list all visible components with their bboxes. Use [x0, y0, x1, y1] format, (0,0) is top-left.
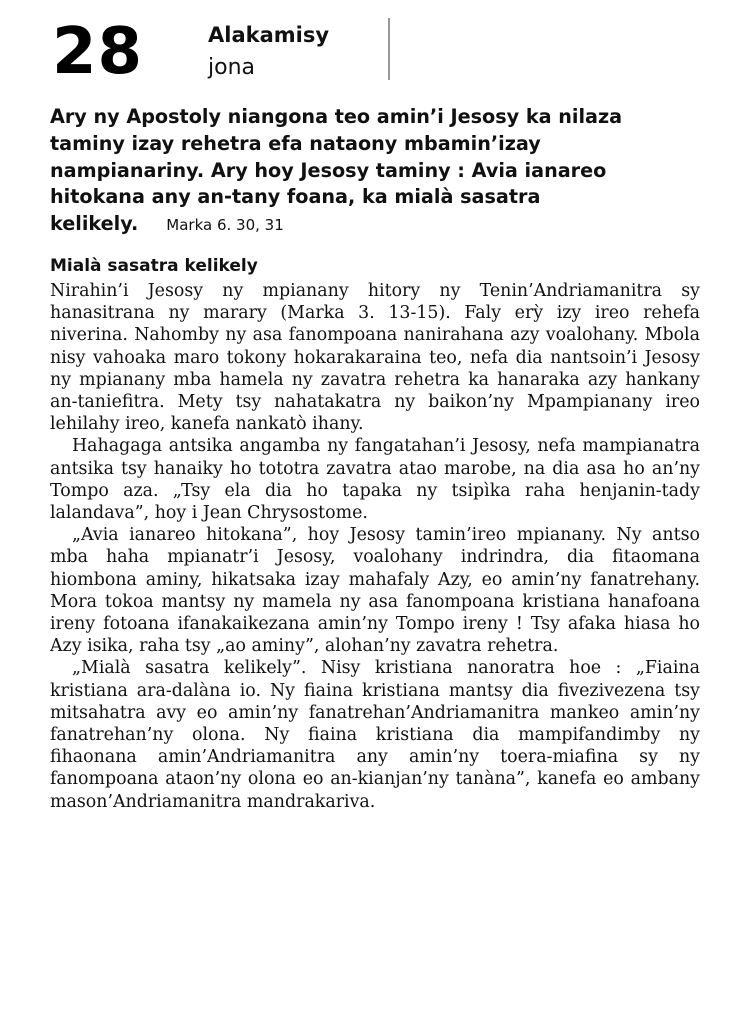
paragraph: Nirahin’i Jesosy ny mpianany hitory ny Tenin’Andriamanitra sy hanasitrana ny marary (Marka 3. 13-15). Faly erỳ izy ireo rehefa niverina. Nahomby ny asa fanompoana nanirahana azy voalohany. Mbola nisy vahoaka maro tokony hokarakaraina teo, nefa dia nantsoin’i Jesosy ny mpianany mba hamela ny zavatra rehetra ka hanaraka azy hankany an-taniefitra. Mety tsy nahatakatra ny baikon’ny Mpampianany ireo lehilahy ireo, kanefa nankatò ihany. [50, 281, 700, 435]
month: jona [208, 55, 255, 80]
body-text [50, 280, 700, 813]
day-number: 28 [52, 15, 144, 89]
paragraph: Hahagaga antsika angamba ny fangatahan’i Jesosy, nefa mampianatra antsika tsy hanaiky ho tototra zavatra atao marobe, na dia asa ho an’ny Tompo aza. „Tsy ela dia ho tapaka ny tsipìka raha henjanin-tady lalandava”, hoy i Jean Chrysostome. [50, 436, 700, 524]
date-header [50, 16, 700, 96]
header-divider [388, 18, 390, 80]
weekday: Alakamisy [208, 23, 330, 47]
verse-text: Ary ny Apostoly niangona teo amin’i Jesosy ka nilaza taminy izay rehetra efa nataony mbamin’izay nampianariny. Ary hoy Jesosy taminy : Avia ianareo hitokana any an-tany foana, ka mialà sasatra kelikely. [50, 105, 623, 236]
paragraph: „Mialà sasatra kelikely”. Nisy kristiana nanoratra hoe : „Fiaina kristiana ara-dalàna io. Ny fiaina kristiana mantsy dia fivezivezena tsy mitsahatra avy eo amin’ny fanatrehan’Andriamanitra mankeo amin’ny fanatrehan’ny olona. Ny fiaina kristiana dia mampifandimby ny fihaonana amin’Andriamanitra any amin’ny toera-miafina sy ny fanompoana ataon’ny olona eo an-kianjan’ny tanàna”, kanefa eo ambany mason’Andriamanitra mandrakariva. [50, 658, 700, 812]
section-title: Mialà sasatra kelikely [50, 256, 258, 276]
paragraph: „Avia ianareo hitokana”, hoy Jesosy tamin’ireo mpianany. Ny antso mba haha mpianatr’i Jesosy, voalohany indrindra, dia fitaomana hiombona aminy, hikatsaka izay mahafaly Azy, eo amin’ny fanatrehany. Mora tokoa mantsy ny mamela ny asa fanompoana kristiana hanafoana ireny fotoana ifanakaikezana amin’ny Tompo ireny ! Tsy afaka hiasa ho Azy isika, raha tsy „ao aminy”, alohan’ny zavatra rehetra. [50, 525, 700, 657]
bible-verse [50, 104, 700, 239]
verse-reference: Marka 6. 30, 31 [166, 216, 284, 235]
